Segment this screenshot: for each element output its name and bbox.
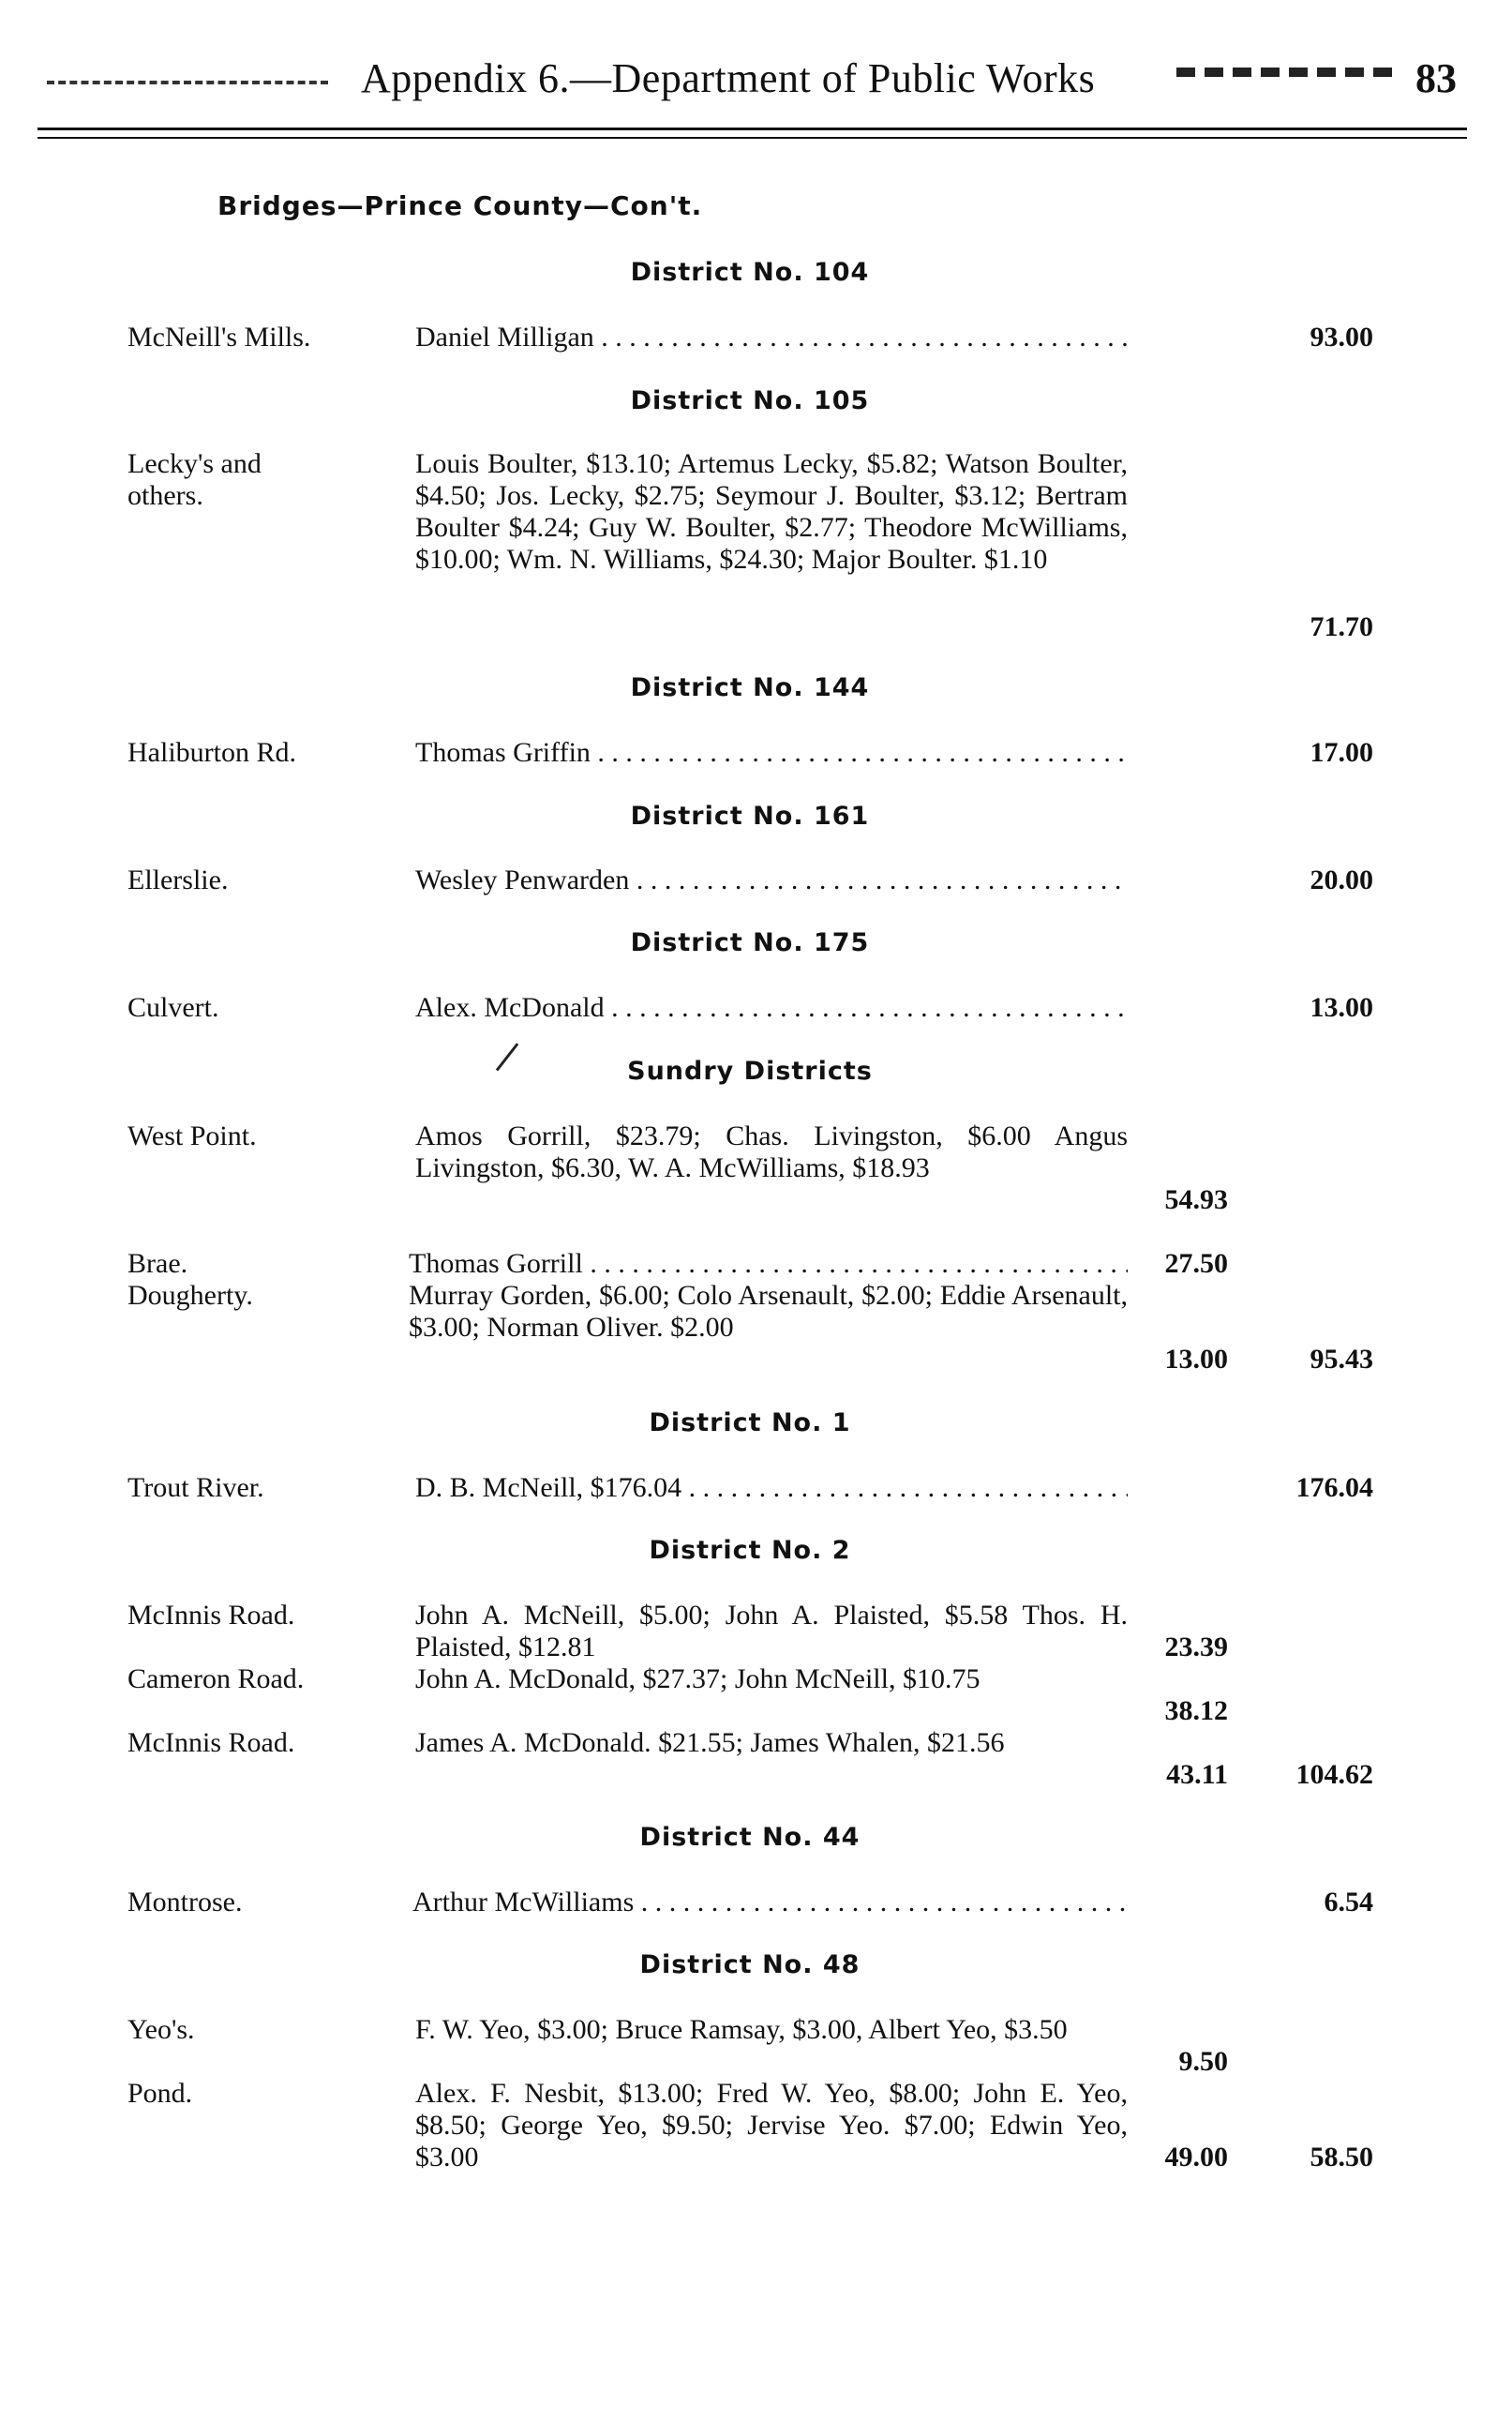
entry-locality: Montrose.: [127, 1887, 243, 1917]
entry-amount: 71.70: [1310, 611, 1373, 642]
entry-payee: John A. McDonald, $27.37; John McNeill, $10.75: [415, 1663, 981, 1694]
district-heading: District No. 2: [649, 1536, 851, 1565]
entry-payee: James A. McDonald. $21.55; James Whalen, $21.56: [415, 1727, 1005, 1758]
entry-payee: [415, 992, 1128, 1024]
entry-payee: John A. McNeill, $5.00; John A. Plaisted, $5.58 Thos. H. Plaisted, $12.81: [415, 1600, 1128, 1662]
entry-payee-text: Alex. McDonald . . .: [415, 992, 1128, 1024]
entry-subamount: 38.12: [1164, 1695, 1228, 1726]
entry-payee-text: Arthur McWilliams . . .: [412, 1887, 1128, 1918]
entry-subamount: 43.11: [1166, 1759, 1228, 1790]
entry-subamount: 54.93: [1164, 1184, 1228, 1215]
entry-locality: Ellerslie.: [127, 865, 229, 895]
entry-amount: 93.00: [1310, 322, 1373, 353]
district-heading: District No. 44: [639, 1823, 861, 1852]
entry-payee-text: D. B. McNeill, $176.04 . . .: [415, 1472, 1128, 1504]
entry-payee: [412, 1887, 1128, 1918]
district-heading: Sundry Districts: [627, 1057, 873, 1086]
entry-locality: West Point.: [127, 1120, 257, 1151]
entry-payee-text: Daniel Milligan . . .: [415, 322, 1128, 353]
entry-locality: Pond.: [127, 2078, 193, 2109]
entry-payee: F. W. Yeo, $3.00; Bruce Ramsay, $3.00, Albert Yeo, $3.50: [415, 2014, 1068, 2045]
entry-locality: Lecky's and others.: [127, 448, 262, 511]
entry-payee: [409, 1248, 1128, 1280]
entry-subamount: 13.00: [1164, 1344, 1228, 1375]
district-heading: District No. 105: [630, 386, 870, 415]
district-heading: District No. 161: [630, 802, 870, 831]
entry-payee-text: Thomas Gorrill . . .: [409, 1248, 1128, 1280]
entry-payee: Amos Gorrill, $23.79; Chas. Livingston, $6.00 Angus Livingston, $6.30, W. A. McWilliams, $18.93: [415, 1120, 1128, 1183]
entry-locality: Brae.: [127, 1248, 188, 1279]
entry-subamount: 23.39: [1164, 1632, 1228, 1662]
district-heading: District No. 1: [649, 1408, 851, 1437]
entry-locality: Cameron Road.: [127, 1663, 305, 1694]
entry-payee: [415, 322, 1128, 353]
entry-payee: [415, 865, 1128, 896]
entry-payee: Alex. F. Nesbit, $13.00; Fred W. Yeo, $8.00; John E. Yeo, $8.50; George Yeo, $9.50; Jervise Yeo. $7.00; Edwin Yeo, $3.00: [415, 2078, 1128, 2173]
entry-locality: Culvert.: [127, 992, 219, 1023]
entry-payee-text: Thomas Griffin . . .: [415, 737, 1128, 769]
district-heading: District No. 144: [630, 673, 870, 702]
entry-payee: Murray Gorden, $6.00; Colo Arsenault, $2.00; Eddie Arsenault, $3.00; Norman Oliver. $2.00: [409, 1280, 1128, 1343]
entry-payee: [415, 1472, 1128, 1504]
entry-subamount: 9.50: [1178, 2046, 1228, 2077]
entry-payee-text: Wesley Penwarden . . .: [415, 865, 1128, 896]
entry-locality: Haliburton Rd.: [127, 737, 296, 768]
header-rule-right: [1176, 68, 1392, 77]
entry-locality: Trout River.: [127, 1472, 264, 1503]
entry-locality: McNeill's Mills.: [127, 322, 311, 353]
entry-payee: Louis Boulter, $13.10; Artemus Lecky, $5.82; Watson Boulter, $4.50; Jos. Lecky, $2.75; Seymour J. Boulter, $3.12; Bertram Boulter $4.24; Guy W. Boulter, $2.77; Theodore McWilliams, $10.00; Wm. N. Williams, $24.30; Major Boulter. $1.10: [415, 448, 1128, 575]
entry-amount: 176.04: [1295, 1472, 1373, 1503]
entry-amount: 20.00: [1310, 865, 1373, 895]
running-head: [37, 54, 1476, 120]
district-heading: District No. 104: [630, 258, 870, 287]
district-heading: District No. 175: [630, 928, 870, 957]
header-double-rule: [37, 128, 1467, 139]
page-title: Appendix 6.—Department of Public Works: [361, 55, 1096, 101]
page-number: 83: [1415, 55, 1457, 101]
entry-locality: Dougherty.: [127, 1280, 253, 1311]
entry-locality: McInnis Road.: [127, 1727, 295, 1758]
entry-amount: 17.00: [1310, 737, 1373, 768]
entry-subamount: 27.50: [1164, 1248, 1228, 1279]
entry-amount: 104.62: [1295, 1759, 1373, 1790]
entry-amount: 6.54: [1324, 1887, 1373, 1917]
header-rule-left: [47, 81, 328, 84]
entry-amount: 13.00: [1310, 992, 1373, 1023]
section-heading: Bridges—Prince County—Con't.: [217, 190, 703, 221]
entry-subamount: 49.00: [1164, 2142, 1228, 2173]
entry-locality: McInnis Road.: [127, 1600, 295, 1631]
entry-amount: 58.50: [1310, 2142, 1373, 2173]
entry-payee: [415, 737, 1128, 769]
entry-amount: 95.43: [1310, 1344, 1373, 1375]
district-heading: District No. 48: [639, 1950, 861, 1979]
entry-locality: Yeo's.: [127, 2014, 195, 2045]
